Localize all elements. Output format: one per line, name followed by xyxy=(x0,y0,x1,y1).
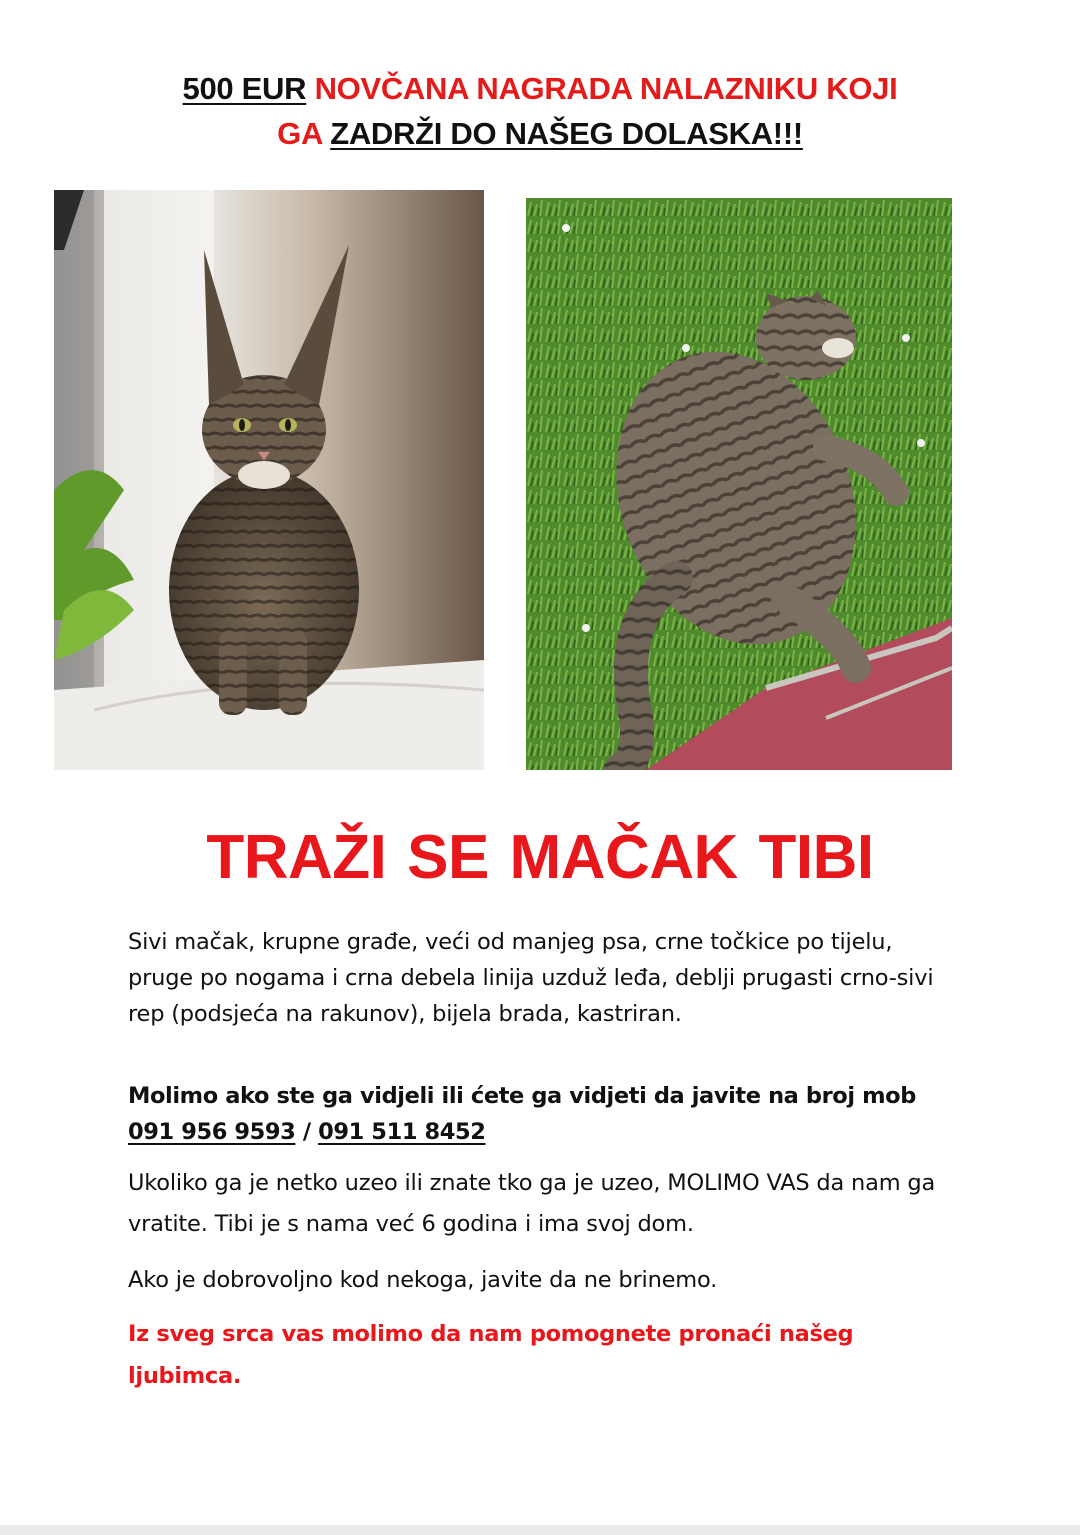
voluntary-note: Ako je dobrovoljno kod nekoga, javite da ne brinemo. xyxy=(128,1267,718,1293)
contact-request xyxy=(128,1078,948,1150)
reward-line-2-start: GA xyxy=(277,116,322,151)
cat-photo-sitting xyxy=(54,190,484,770)
reward-line-1 xyxy=(0,66,1080,111)
reward-condition: ZADRŽI DO NAŠEG DOLASKA!!! xyxy=(330,116,803,151)
phone-separator: / xyxy=(295,1119,319,1145)
contact-request-text: Molimo ako ste ga vidjeli ili ćete ga vidjeti da javite na broj mob xyxy=(128,1083,916,1109)
phone-number-1[interactable]: 091 956 9593 xyxy=(128,1119,296,1145)
cat-photo-lying xyxy=(526,198,952,770)
bottom-edge xyxy=(0,1525,1080,1535)
cat-lying-photo-icon xyxy=(526,198,952,770)
reward-line-2 xyxy=(0,111,1080,156)
reward-line-1-text: NOVČANA NAGRADA NALAZNIKU KOJI xyxy=(314,71,898,106)
reward-heading xyxy=(0,66,1080,156)
phone-number-2[interactable]: 091 511 8452 xyxy=(318,1119,486,1145)
closing-plea: Iz sveg srca vas molimo da nam pomognete pronaći našeg ljubimca. xyxy=(128,1321,854,1389)
return-request: Ukoliko ga je netko uzeo ili znate tko ga je uzeo, MOLIMO VAS da nam ga vratite. Tibi je s nama već 6 godina i ima svoj dom. xyxy=(128,1170,936,1237)
cat-description: Sivi mačak, krupne građe, veći od manjeg psa, crne točkice po tijelu, pruge po nogama i crna debela linija uzduž leđa, deblji prugasti crno-sivi rep (podsjeća na rakunov), bijela brada, kastriran. xyxy=(128,929,934,1027)
cat-sitting-photo-icon xyxy=(54,190,484,770)
reward-amount: 500 EUR xyxy=(182,71,307,106)
page-title: TRAŽI SE MAČAK TIBI xyxy=(206,823,874,892)
